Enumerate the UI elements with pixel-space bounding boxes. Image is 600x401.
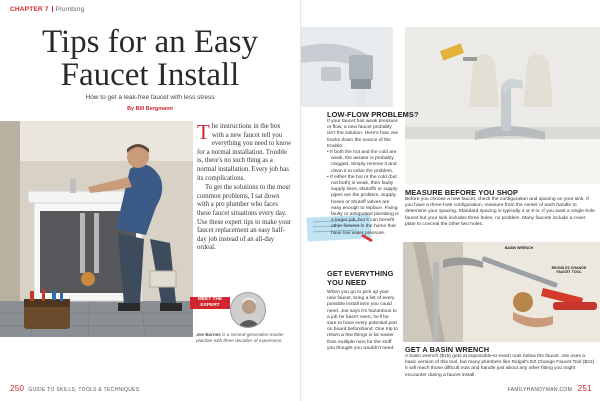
- article-title: [0, 26, 300, 92]
- lowflow-bullet: • If either the hot or the cold (but not both) is weak, then faulty supply lines, shutoffs or supply pipes are the problem. Supply hoses or shutoff valves are easy enough to replace. Fixing faulty or antiquated plumbing is a larger job, but it can benefit other fixtures in the home that have low water pressure.: [327, 175, 399, 237]
- right-page-number: 251: [577, 384, 592, 393]
- chapter-divider: [52, 6, 53, 12]
- lowflow-bullets: [327, 150, 399, 237]
- intro-body: [197, 120, 293, 254]
- getting-heading-line-1: GET EVERYTHING: [327, 269, 394, 278]
- measure-heading: MEASURE BEFORE YOU SHOP: [405, 188, 519, 197]
- aerator-photo: [301, 27, 393, 107]
- chapter-label: [10, 6, 84, 13]
- byline: By Bill Bergmann: [127, 106, 173, 112]
- chapter-number: CHAPTER 7: [10, 6, 49, 13]
- body-paragraph-2: To get the solutions to the most common problems, I sat down with a pro plumber who faces these faucet situations every day. Use these expert tips to make your faucet replacement an easy half-day job instead of an all-day ordeal.: [197, 184, 291, 252]
- meet-the-expert-badge: MEET THE EXPERT: [190, 297, 230, 309]
- callout-basin-wrench: BASIN WRENCH: [504, 246, 534, 250]
- drop-cap: T: [197, 120, 210, 144]
- callout-ez-change-tool: RIDGID EZ CHANGE FAUCET TOOL: [551, 266, 587, 275]
- getting-body: When you go to pick up your new faucet, bring a list of every possible install item you could need. Joe says it's hazardous to a job he hasn't seen; he'll be sure to have every potential part on board beforehand. One trip to return a few things is far easier than multiple runs for the stuff you thought you wouldn't need.: [327, 290, 398, 351]
- right-folio-text: FAMILYHANDYMAN.COM: [507, 387, 573, 393]
- lowflow-heading: LOW-FLOW PROBLEMS?: [327, 110, 419, 119]
- title-line-1: Tips for an Easy: [41, 24, 259, 60]
- lowflow-bullet: • If both the hot and the cold are weak, the aerator is probably clogged. Simply remove it and clean it to solve the problem.: [327, 150, 399, 175]
- chapter-topic: Plumbing: [55, 6, 85, 13]
- lowflow-body: [327, 119, 399, 237]
- left-folio: [10, 384, 139, 393]
- basin-wrench-photo: [403, 242, 600, 342]
- wrench-heading: GET A BASIN WRENCH: [405, 345, 490, 354]
- intro-text: he instructions in the box with a new faucet tell you everything you need to know for a normal installation. Trouble is, there's no such thing as a normal installation. Every job has its complications.: [197, 123, 292, 182]
- intro-paragraph: [197, 120, 293, 183]
- getting-heading-line-2: YOU NEED: [327, 277, 367, 287]
- measure-body: Before you choose a new faucet, check the configuration and spacing on your sink. If you have a three-hole configuration, measure from the center of each handle to determine your spacing. Standard spacing is typically 4 or 8 in. If you want a single-hole faucet but your sink includes three holes, no problem. Many faucets include a cover plate to conceal the other two holes.: [405, 197, 595, 227]
- right-folio: [508, 384, 592, 393]
- left-page-number: 250: [10, 384, 25, 393]
- wrench-body: A basin wrench ($15) gets at impossible-to-reach nuts below the faucet. Joe uses a basic version of this tool, but many plumbers like Ridgid's EZ Change Faucet Tool ($22). It will reach those difficult nuts and handle just about any other fitting you might encounter during a faucet install.: [405, 354, 596, 378]
- lowflow-intro: If your faucet has weak pressure or flow, a new faucet probably isn't the solution. Here's how Joe tracks down the source of the trouble:: [327, 119, 399, 149]
- expert-portrait: [230, 292, 266, 328]
- plumber-photo: [0, 121, 193, 337]
- expert-caption: [196, 332, 294, 343]
- article-subtitle: How to get a leak-free faucet with less stress: [85, 94, 215, 101]
- title-line-2: Faucet Install: [60, 57, 240, 93]
- faucet-photo: [405, 27, 600, 184]
- left-folio-text: GUIDE TO SKILLS, TOOLS & TECHNIQUES: [28, 387, 140, 393]
- expert-name: Joe Barnes: [196, 332, 221, 337]
- expert-description: is a second-generation master plumber with three decades of experience.: [196, 332, 284, 343]
- getting-heading: [327, 270, 393, 287]
- right-page: [300, 0, 600, 401]
